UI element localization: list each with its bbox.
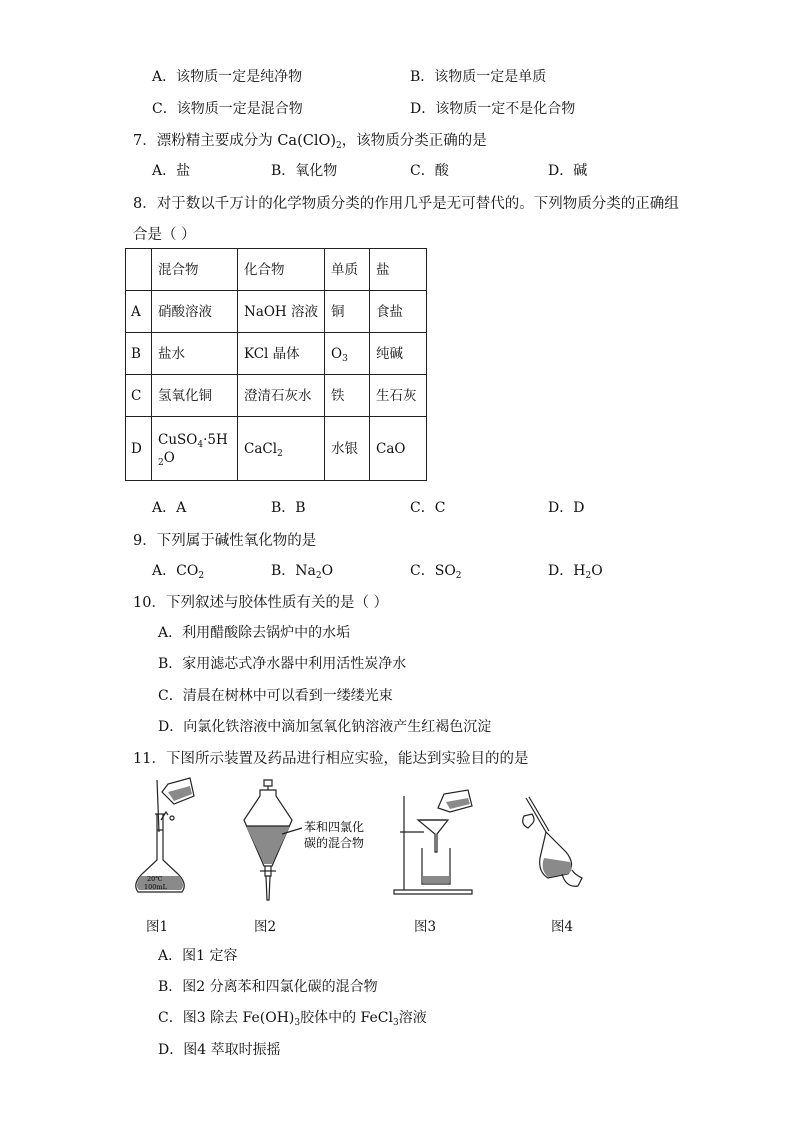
table-header-row [126,249,427,291]
table-cell: CaO [370,417,427,481]
table-cell: CaCl$_2$ [238,417,325,481]
q7-option-a: A．盐 [152,163,191,179]
q10-stem: 10．下列叙述与胶体性质有关的是（ ） [133,595,389,611]
table-cell: 氢氧化铜 [152,375,238,417]
q9-option-a: A．$CO_2$ [152,563,205,581]
table-cell: 硝酸溶液 [152,291,238,333]
q7-option-b: B．氧化物 [271,163,338,179]
figure-4-caption: 图4 [551,919,574,935]
q6-option-d: D．该物质一定不是化合物 [410,101,576,117]
table-cell: 澄清石灰水 [238,375,325,417]
table-row [126,291,427,333]
table-header-cell: 混合物 [152,249,238,291]
table-cell: 食盐 [370,291,427,333]
classification-table [125,248,427,481]
table-cell: 生石灰 [370,375,427,417]
q6-option-a: A．该物质一定是纯净物 [152,69,303,85]
table-cell: KCl 晶体 [238,333,325,375]
table-cell: B [126,333,152,375]
table-header-cell: 单质 [325,249,370,291]
q9-option-c: C．$SO_2$ [410,563,462,581]
q10-option-c: C．清晨在树林中可以看到一缕缕光束 [158,688,393,704]
q10-option-d: D．向氯化铁溶液中滴加氢氧化钠溶液产生红褐色沉淀 [158,719,492,735]
q8-option-b: B．B [271,500,306,516]
q8-option-d: D．D [548,500,585,516]
table-cell: 铁 [325,375,370,417]
figure-3-caption: 图3 [414,919,437,935]
table-cell: C [126,375,152,417]
table-cell: A [126,291,152,333]
q10-option-b: B．家用滤芯式净水器中利用活性炭净水 [158,656,407,672]
separatory-funnel-figure [236,776,386,906]
q9-option-d: D．$H_2O$ [548,563,603,581]
q6-option-c: C．该物质一定是混合物 [152,101,303,117]
q7-option-c: C．酸 [410,163,449,179]
figure-1-caption: 图1 [146,919,169,935]
table-cell: D [126,417,152,481]
figure-2-caption: 图2 [254,919,277,935]
funnel-label-line1: 苯和四氯化 [304,820,365,834]
funnel-label-line2: 碳的混合物 [304,836,365,850]
q11-stem: 11．下图所示装置及药品进行相应实验，能达到实验目的的是 [133,751,529,767]
q11-option-b: B．图2 分离苯和四氯化碳的混合物 [158,979,378,995]
q9-option-b: B．$Na_2O$ [271,563,334,581]
q8-stem-line1: 8．对于数以千万计的化学物质分类的作用几乎是无可替代的。下列物质分类的正确组 [133,196,679,212]
table-cell: $CuSO_4\cdot 5H_2O$ [152,417,238,481]
table-row [126,333,427,375]
table-header-cell [126,249,152,291]
table-header-cell: 盐 [370,249,427,291]
q8-stem-line2: 合是（ ） [133,227,196,243]
q10-option-a: A．利用醋酸除去锅炉中的水垢 [158,625,351,641]
q11-option-d: D．图4 萃取时振摇 [158,1042,281,1058]
table-cell: $O_3$ [325,333,370,375]
q8-option-c: C．C [410,500,446,516]
filtration-figure [392,786,478,896]
q6-option-b: B．该物质一定是单质 [410,69,547,85]
q8-option-a: A．A [152,500,187,516]
flask-volume-label: 100mL [144,883,167,891]
extraction-shaking-figure [518,794,588,894]
q9-stem: 9．下列属于碱性氧化物的是 [133,533,317,549]
table-row [126,375,427,417]
q7-option-d: D．碱 [548,163,588,179]
table-cell: 铜 [325,291,370,333]
table-cell: 水银 [325,417,370,481]
table-cell: NaOH 溶液 [238,291,325,333]
volumetric-flask-figure [128,772,200,900]
q11-option-c: C．图3 除去 $Fe(OH)_3$胶体中的 FeCl$_3$溶液 [158,1010,427,1028]
q11-option-a: A．图1 定容 [158,948,238,964]
table-header-cell: 化合物 [238,249,325,291]
table-cell: 盐水 [152,333,238,375]
q7-stem: 7．漂粉精主要成分为 $Ca(ClO)_2$，该物质分类正确的是 [133,133,487,151]
flask-temp-label: 20℃ [147,875,163,883]
table-cell: 纯碱 [370,333,427,375]
table-row [126,417,427,481]
